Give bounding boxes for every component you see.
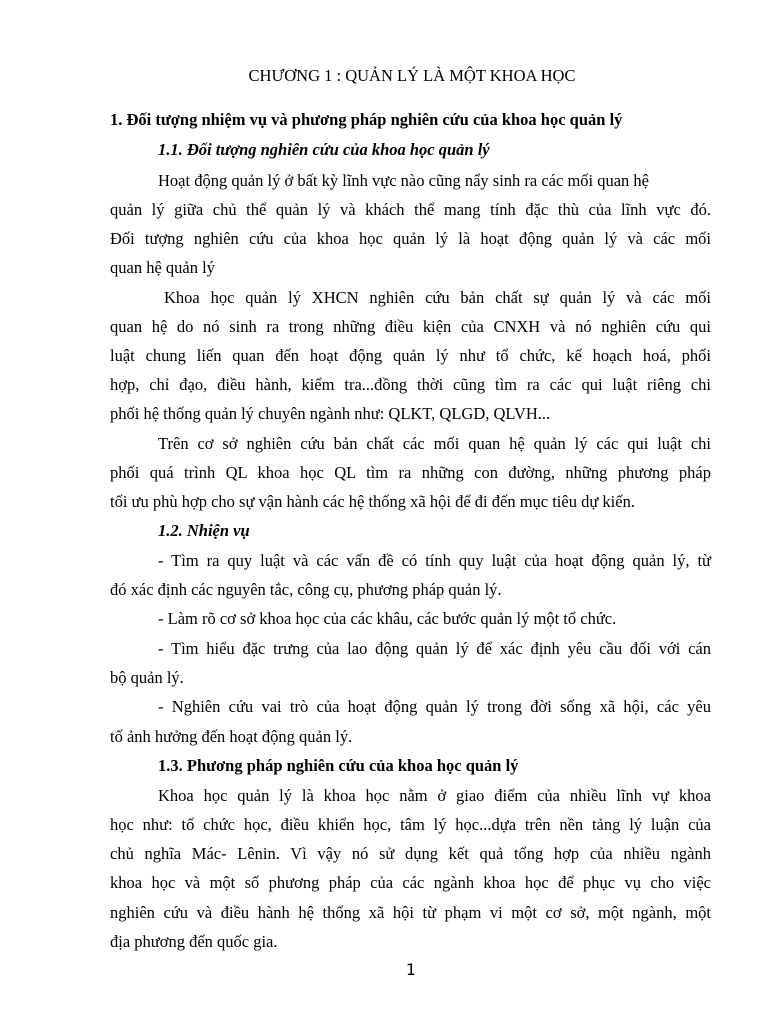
paragraph-line: phối hệ thống quản lý chuyên ngành như: QLKT, QLGD, QLVH...: [110, 404, 551, 423]
paragraph-line: luật chung liến quan đến hoạt động quản lý như tổ chức, kế hoạch hoá, phối: [110, 346, 711, 365]
list-item-line: bộ quản lý.: [110, 668, 184, 687]
list-item-line: - Tìm ra quy luật và các vấn đề có tính quy luật của hoạt động quản lý, từ: [158, 551, 711, 570]
list-item-line: đó xác định các nguyên tắc, công cụ, phương pháp quản lý.: [110, 580, 502, 599]
list-item-line: tố ảnh hưởng đến hoạt động quản lý.: [110, 727, 353, 746]
list-item-line: - Nghiên cứu vai trò của hoạt động quản lý trong đời sống xã hội, các yêu: [158, 697, 711, 716]
paragraph-line: Trên cơ sở nghiên cứu bản chất các mối quan hệ quản lý các qui luật chi: [158, 434, 711, 453]
paragraph-line: khoa học và một số phương pháp của các ngành khoa học để phục vụ cho việc: [110, 873, 711, 892]
paragraph-line: hợp, chỉ đạo, điều hành, kiểm tra...đồng thời cũng tìm ra các qui luật riêng chi: [110, 375, 711, 394]
page-number: 1: [405, 960, 417, 979]
paragraph-line: tối ưu phù hợp cho sự vận hành các hệ thống xã hội để đi đến mục tiêu dự kiến.: [110, 492, 635, 511]
list-item-line: - Tìm hiểu đặc trưng của lao động quản lý để xác định yêu cầu đối với cán: [158, 639, 711, 658]
paragraph-line: quan hệ do nó sinh ra trong những điều kiện của CNXH và nó nghiên cứu qui: [110, 317, 711, 336]
paragraph-line: phối quá trình QL khoa học QL tìm ra những con đường, những phương pháp: [110, 463, 711, 482]
paragraph-line: nghiên cứu và điều hành hệ thống xã hội từ phạm vi một cơ sở, một ngành, một: [110, 903, 711, 922]
paragraph-line: Hoạt động quản lý ở bất kỳ lĩnh vực nào cũng nẩy sinh ra các mối quan hệ: [158, 171, 650, 190]
section-heading: 1. Đối tượng nhiệm vụ và phương pháp nghiên cứu của khoa học quản lý: [110, 110, 623, 129]
subsection-heading: 1.3. Phương pháp nghiên cứu của khoa học quản lý: [158, 756, 519, 775]
list-item-line: - Làm rõ cơ sở khoa học của các khâu, các bước quản lý một tổ chức.: [158, 609, 617, 628]
paragraph-line: Khoa học quản lý là khoa học nằm ở giao điểm của nhiều lĩnh vự khoa: [158, 786, 711, 805]
paragraph-line: học như: tổ chức học, điều khiển học, tâm lý học...dựa trên nền tảng lý luận của: [110, 815, 711, 834]
paragraph-line: quản lý giữa chủ thể quản lý và khách thể mang tính đặc thù của lĩnh vực đó.: [110, 200, 711, 219]
chapter-title: CHƯƠNG 1 : QUẢN LÝ LÀ MỘT KHOA HỌC: [248, 66, 576, 85]
paragraph-line: Đối tượng nghiên cứu của khoa học quản lý là hoạt động quản lý và các mối: [110, 229, 711, 248]
paragraph-line: chủ nghĩa Mác- Lênin. Vì vậy nó sử dụng kết quả tổng hợp của nhiều ngành: [110, 844, 711, 863]
paragraph-line: quan hệ quản lý: [110, 258, 215, 277]
subsection-heading: 1.1. Đối tượng nghiên cứu của khoa học quản lý: [158, 140, 490, 159]
paragraph-line: Khoa học quản lý XHCN nghiên cứu bản chất sự quản lý và các mối: [164, 288, 711, 307]
subsection-heading: 1.2. Nhiện vụ: [158, 521, 250, 540]
paragraph-line: địa phương đến quốc gia.: [110, 932, 278, 951]
